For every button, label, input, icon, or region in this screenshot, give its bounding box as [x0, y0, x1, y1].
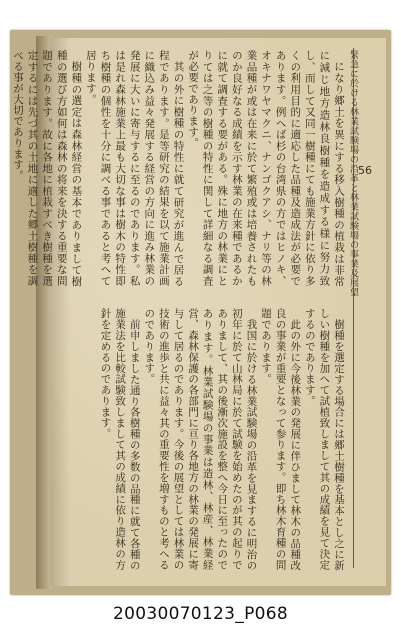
paragraph: 此の外に今後林業の発展に伴ひまして林木の品種改良の事業が重要となって参ります。即ち林木育種の問題であります。: [260, 308, 302, 570]
text-block-lower: [68, 308, 346, 570]
book-cover: [10, 30, 391, 595]
running-header: [348, 50, 372, 297]
paragraph: 樹種の選定は森林経営の基本でありまして樹種の選び方如何は森林の将来を決する重要な問題であります。故に各地に植栽すべき樹種を選定するには先づ其の土地に適した郷土樹種を調べる事が大切であります。: [11, 50, 83, 286]
text-block-upper: [11, 50, 346, 286]
book-page: [11, 38, 386, 586]
paragraph: 樹種を選定する場合には郷土樹種を基本とし之に新しい樹種を加へて試植致しまして其の成績を見て決定するのであります。: [303, 308, 345, 570]
paragraph: 前申しました通り各樹種の多数の品種に就て各種の施業法を比較試験致しまして其の成績に依り造林の方針を定めるのであります。: [99, 308, 141, 570]
image-caption: 20030070123_P068: [113, 604, 288, 624]
page-number: 56: [358, 164, 372, 177]
running-title: 緊急に於ける林業試験場の沿革と林業試験場の事業及展望: [348, 50, 358, 297]
paragraph: になり郷土を異にする移入樹種の植栽は非常に減じ地方造林良樹種を造成する様に努力致し、而して又同一樹種にても施業方針に依り多くの利用目的に適応した品種及造成法が必要であります。例へば杉の台湾県の方ではヒノキ、オキナワヤマクニ、ナンゴクアシ、ナリ等の林業品種が或は在来に於て繁殖或は培養されたものか良好なる成績を示す林業の在来種であるかに就て調査する要がある。殊に地方の林業にとりては之等の樹種の特性に関して詳細なる調査が必要であります。: [187, 50, 345, 286]
paragraph: 其の外に樹種の特性に就て研究が進んで居る程であります。是等研究の結果を以て施業計画に織込み益々発展する経営の方向に進み林業の発展に大いに寄与するに至るのであります。私は是れ森林施業上最も大切な事は樹木の特性即ち樹種の個性を十分に調べる事であると考へて居ります。: [84, 50, 185, 286]
paragraph: 我国に於ける林業試験場の沿革を見まするに明治の初年に於て山林局に於て試験を始めたのが其の起りでありまして、其の後漸次施設を整へ今日に至ったのであります。林業試験場の事業は造林、林産、林業経営、森林保護の各部門に亘り各地方の林業の発展に寄与して居るのであります。今後の展望としては林業の技術の進歩と共に益々其の重要性を増すものと考へるのであります。: [143, 308, 258, 570]
